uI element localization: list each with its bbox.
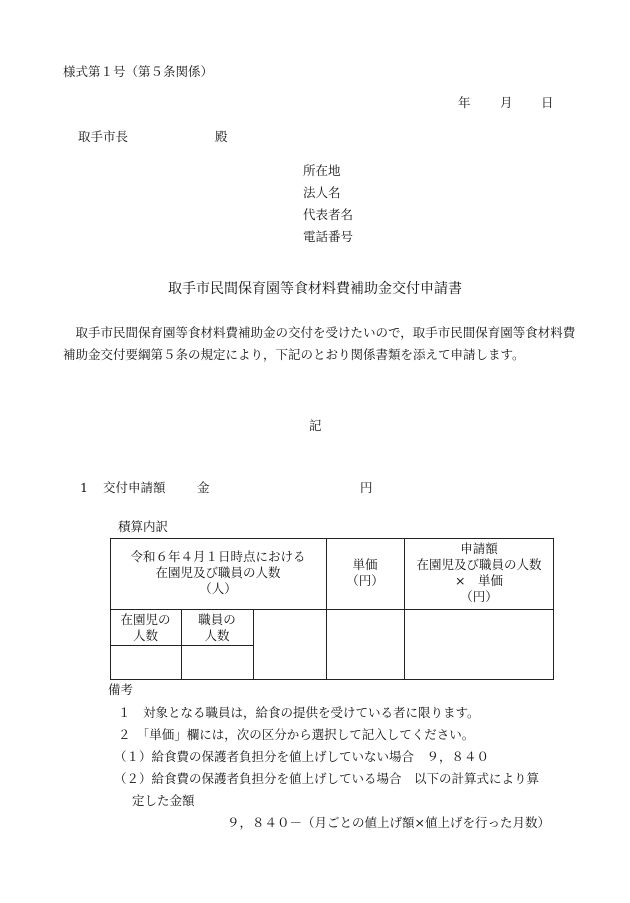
ki-heading: 記 — [309, 418, 322, 433]
date-year-label: 年 — [458, 95, 471, 110]
unit-price-header: 単価 （円） — [346, 557, 384, 588]
body-text: 取手市民間保育園等食材料費補助金の交付を受けたいので，取手市民間保育園等食材料費補助金交付要綱第５条の規定により，下記のとおり関係書類を添えて申請します。 — [63, 325, 576, 362]
amount-unit: 円 — [360, 480, 373, 495]
breakdown-label: 積算内訳 — [118, 519, 169, 534]
amount-label: 交付申請額 — [103, 480, 166, 495]
applicant-representative-label: 代表者名 — [303, 207, 354, 222]
form-number: 様式第１号（第５条関係） — [63, 64, 214, 79]
applicant-phone-label: 電話番号 — [303, 229, 354, 244]
date-day-label: 日 — [541, 95, 554, 110]
breakdown-table — [110, 538, 554, 680]
document-title: 取手市民間保育園等食材料費補助金交付申請書 — [168, 281, 462, 297]
remark-note-2-option-2: （２）給食費の保護者負担分を値上げしている場合 以下の計算式により算 — [114, 771, 540, 786]
remark-note-2-option-1: （１）給食費の保護者負担分を値上げしていない場合 ９，８４０ — [114, 749, 490, 764]
date-month-label: 月 — [500, 95, 513, 110]
count-group-header: 令和６年４月１日時点における 在園児及び職員の人数 （人） — [130, 549, 306, 596]
remark-note-2-option-2-continued: 定した金額 — [132, 793, 195, 808]
applicant-address-label: 所在地 — [303, 163, 341, 178]
staff-count-header: 職員の 人数 — [198, 612, 236, 643]
remarks-label: 備考 — [108, 682, 134, 697]
remark-note-1: １ 対象となる職員は，給食の提供を受けている者に限ります。 — [118, 705, 480, 720]
amount-currency-prefix: 金 — [197, 480, 210, 495]
honorific: 殿 — [215, 129, 228, 144]
table-border-top — [110, 538, 554, 539]
table-divider-header — [110, 609, 554, 610]
table-divider-staff — [253, 609, 254, 680]
table-divider-subheader — [110, 645, 253, 646]
requested-amount-header: 申請額 在園児及び職員の人数 × 単価 （円） — [416, 541, 542, 604]
applicant-corporation-label: 法人名 — [303, 185, 341, 200]
remark-note-2: ２ 「単価」欄には，次の区分から選択して記入してください。 — [118, 727, 475, 742]
amount-item-number: 1 — [80, 480, 88, 495]
addressee: 取手市長 — [78, 129, 129, 144]
remark-formula: ９，８４０－（月ごとの値上げ額×値上げを行った月数） — [227, 815, 550, 830]
children-count-header: 在園児の 人数 — [120, 612, 171, 643]
table-border-bottom — [110, 679, 554, 680]
